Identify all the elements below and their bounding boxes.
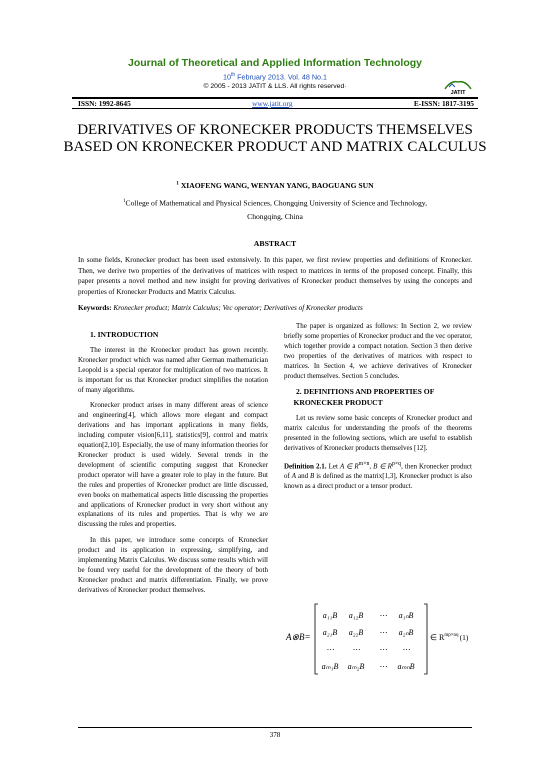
- keywords-text: Kronecker product; Matrix Calculus; Vec operator; Derivatives of Kronecker products: [113, 304, 363, 312]
- intro-paragraph-1: The interest in the Kronecker product has grown recently. Kronecker product which was named after German mathematician Leopold is a special operator for multiplication of two matrices. It is important for us that Kronecker product simplifies the notation of many algorithms.: [78, 345, 268, 394]
- matrix-cell: a₂₂B: [348, 628, 364, 637]
- matrix-cell: aₘ₂B: [347, 662, 365, 671]
- equation-rhs-space: [430, 633, 459, 642]
- issn: ISSN: 1992-8645: [78, 99, 131, 108]
- author-affil-mark: 1: [176, 181, 179, 187]
- matrix-cell: ⋯: [326, 645, 334, 654]
- section2-heading-line2: KRONECKER PRODUCT: [293, 397, 383, 407]
- section1-heading: 1. INTRODUCTION: [90, 330, 159, 339]
- affiliation-line2: Chongqing, China: [247, 211, 303, 221]
- logo-text: JATIT: [450, 90, 466, 95]
- copyright-line: © 2005 - 2013 JATIT & LLS. All rights reserved·: [203, 83, 347, 90]
- right-bracket: [424, 604, 427, 674]
- matrix-cell: ⋯: [379, 645, 387, 654]
- defn-text-c: is defined as the matrix[1,3], Kronecker product is also known as a direct product or a tensor product.: [284, 472, 472, 491]
- section2-heading: [284, 387, 472, 408]
- matrix-cell: ⋯: [379, 628, 387, 637]
- paper-title: DERIVATIVES OF KRONECKER PRODUCTS THEMSELVES BASED ON KRONECKER PRODUCT AND MATRIX CALCULUS: [63, 122, 487, 155]
- eissn: E-ISSN: 1817-3195: [413, 99, 474, 108]
- matrix-cell: a₂₁B: [322, 628, 338, 637]
- abstract-text: In some fields, Kronecker product has been used extensively. In this paper, we first review properties and definitions of Kronecker. Then, we derive two properties of the derivatives of matrices with respect to matrices in terms of the proposed concept. Finally, this paper presents a novel method and new insight for proving derivatives of Kronecker product themselves by using the concepts and properties of Kronecker Products and Matrix Calculus.: [78, 256, 472, 296]
- defn-a-domain: A ∈ R: [339, 462, 359, 471]
- issue-day: 10: [222, 72, 231, 82]
- issn-row: [78, 99, 474, 108]
- matrix-cell: a₁ₙB: [398, 611, 414, 620]
- affiliation: [70, 195, 480, 223]
- equation-rhs-dims: mp×nq: [444, 633, 459, 638]
- equation-lhs: A⊗B=: [286, 632, 311, 642]
- matrix-cell: ⋯: [379, 611, 387, 620]
- issue-volume: February 2013. Vol. 48 No.1: [235, 72, 328, 82]
- defn-a-dims: m×n: [358, 461, 370, 468]
- intro-paragraph-3: In this paper, we introduce some concepts of Kronecker product and its application in expressing, simplifying, and implementing Matrix Calculus. We discuss some results which will be found very useful for the development of the theory of both Kronecker product and matrix differentiation. Finally, we prove derivatives of Kronecker product themselves.: [78, 536, 268, 594]
- affil-mark: 1: [123, 199, 126, 204]
- abstract-heading: ABSTRACT: [253, 239, 297, 248]
- matrix-cell: ⋯: [402, 645, 410, 654]
- intro-paragraph-2: Kronecker product arises in many different areas of science and engineering[4], which allows more elegant and compact derivations and has important applications in many fields, including computer vision[6,11], statistics[9], control and matrix equation[2,10]. Especially, the use of many information theories for Kronecker product is used widely. Several trends in the development of scientific computing suggest that Kronecker product operator will have a greater role to play in the future. But the rules and properties of Kronecker product are little discussed, even books on mathematical aspects little discussing the properties and applications of Kronecker product in very short without any explanations of its rules and properties. That is why we are discussing the rules and properties.: [78, 401, 268, 529]
- right-column: [284, 322, 472, 498]
- kronecker-equation: [284, 596, 472, 680]
- defn-text-a: Let: [326, 462, 340, 471]
- definition-2-1: [284, 460, 472, 492]
- journal-url-link[interactable]: www.jatit.org: [252, 99, 293, 108]
- keywords-label: Keywords:: [78, 304, 112, 312]
- review-paragraph: Let us review some basic concepts of Kronecker product and matrix calculus for understanding the proofs of the theorems presented in the following sections, which are useful to establish derivatives of Kronecker products themselves [12].: [284, 414, 472, 453]
- definition-label: Definition 2.1.: [284, 462, 327, 471]
- issue-day-suffix: th: [230, 72, 236, 78]
- defn-b-domain: , B ∈ R: [369, 462, 392, 471]
- left-column: [78, 330, 268, 602]
- journal-title: Journal of Theoretical and Applied Information Technology: [127, 57, 422, 69]
- author-list: [0, 181, 550, 190]
- matrix-cell: ⋯: [379, 662, 387, 671]
- matrix-cell: aₘ₁B: [321, 662, 339, 671]
- footer-rule: [78, 727, 472, 728]
- section2-heading-line1: 2. DEFINITIONS AND PROPERTIES OF: [296, 387, 435, 397]
- keywords: [78, 304, 472, 312]
- left-bracket: [315, 604, 318, 674]
- defn-and: and: [296, 472, 311, 481]
- defn-a: A: [291, 472, 297, 481]
- authors: XIAOFENG WANG, WENYAN YANG, BAOGUANG SUN: [180, 181, 374, 190]
- matrix-cell: aₘₙB: [397, 662, 415, 671]
- equation-rhs: ∈ R: [430, 633, 445, 642]
- matrix-cell: a₂ₙB: [398, 628, 414, 637]
- defn-b: B: [310, 472, 315, 481]
- matrix-cells: [322, 611, 415, 671]
- defn-text-b: , then Kronecker product of: [284, 462, 472, 481]
- jatit-logo: [443, 79, 473, 95]
- defn-b-dims: p×q: [391, 461, 402, 468]
- header-rule-bottom: [72, 108, 478, 109]
- matrix-cell: a₁₁B: [322, 611, 338, 620]
- matrix-cell: ⋯: [352, 645, 360, 654]
- equation-number: (1): [459, 633, 469, 642]
- organization-paragraph: The paper is organized as follows: In Section 2, we review briefly some properties of Kronecker product and the vec operator, which together provide a compact notation. Section 3 then derive two properties of the derivatives of matrices with respect to matrices. In Section 4, we achieve derivatives of Kronecker product themselves. Section 5 concludes.: [284, 322, 472, 380]
- affiliation-line1: College of Mathematical and Physical Sciences, Chongqing University of Science and Technology,: [125, 198, 427, 208]
- matrix-cell: a₁₂B: [348, 611, 364, 620]
- page-number: 378: [269, 731, 281, 739]
